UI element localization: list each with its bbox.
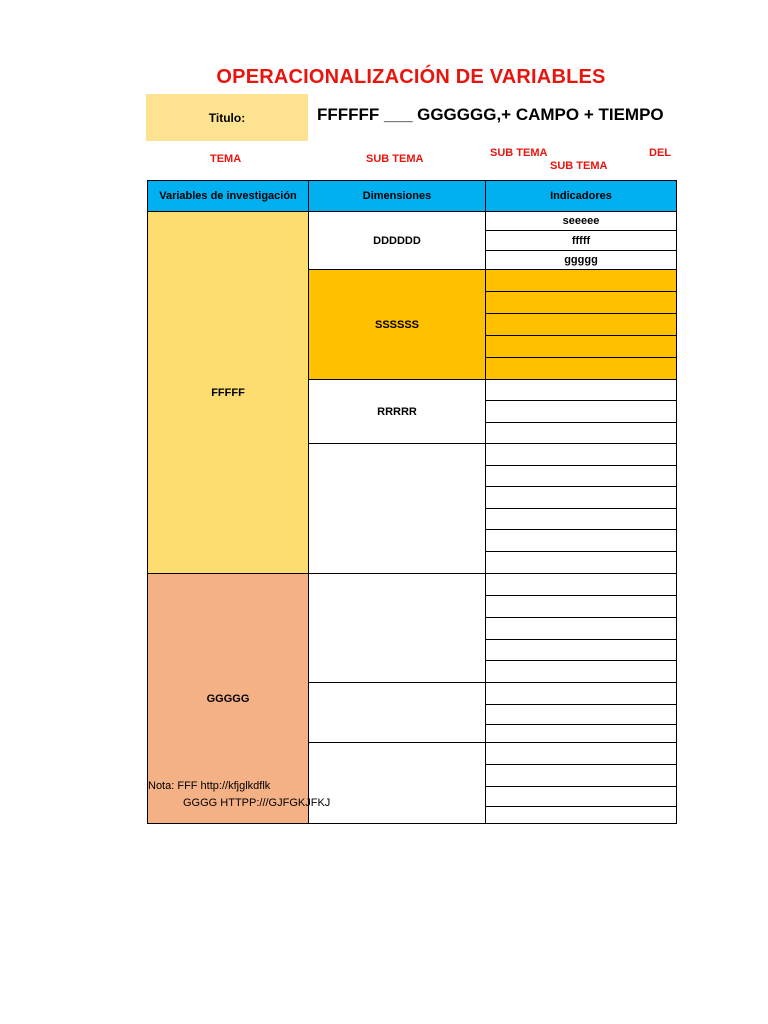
dimension-cell-dddddd: DDDDDD (309, 212, 486, 270)
title-label-cell (146, 94, 308, 141)
indicator-cell (486, 444, 677, 466)
indicator-cell (486, 509, 677, 530)
title-label: Titulo: (208, 110, 246, 125)
indicator-cell (486, 552, 677, 574)
label-tema: TEMA (210, 153, 242, 165)
dimension-cell-empty (309, 574, 486, 683)
label-del: DEL (649, 147, 671, 159)
indicator-cell (486, 401, 677, 423)
table-row (148, 212, 677, 231)
indicator-cell (486, 683, 677, 705)
indicator-cell: ggggg (486, 251, 677, 270)
indicator-cell (486, 618, 677, 640)
indicator-cell: seeeee (486, 212, 677, 231)
indicator-cell (486, 807, 677, 824)
dimension-cell-ssssss: SSSSSS (309, 270, 486, 380)
header-dimensions: Dimensiones (309, 181, 486, 212)
dimension-cell-empty (309, 444, 486, 574)
table-header-row (148, 181, 677, 212)
indicator-cell (486, 787, 677, 807)
indicator-cell (486, 380, 677, 401)
operationalization-table (147, 180, 677, 824)
note-line-2: GGGG HTTPP:///GJFGKJFKJ (183, 797, 331, 809)
indicator-cell (486, 270, 677, 292)
indicator-cell (486, 487, 677, 509)
indicator-cell (486, 596, 677, 618)
indicator-cell (486, 336, 677, 358)
indicator-cell (486, 705, 677, 725)
header-indicators: Indicadores (486, 181, 677, 212)
indicator-cell (486, 640, 677, 661)
indicator-cell (486, 358, 677, 380)
label-sub-tema: SUB TEMA (366, 153, 424, 165)
indicator-cell (486, 423, 677, 444)
indicator-cell (486, 466, 677, 487)
variable-cell-gggg: GGGGG (148, 574, 309, 824)
label-sub-tema-top: SUB TEMA (490, 147, 548, 159)
document-title: OPERACIONALIZACIÓN DE VARIABLES (216, 66, 606, 88)
header-variables: Variables de investigación (148, 181, 309, 212)
dimension-cell-empty (309, 743, 486, 824)
indicator-cell (486, 725, 677, 743)
indicator-cell (486, 574, 677, 596)
indicator-cell (486, 765, 677, 787)
indicator-cell (486, 743, 677, 765)
indicator-cell (486, 314, 677, 336)
indicator-cell (486, 661, 677, 683)
indicator-cell (486, 530, 677, 552)
dimension-cell-empty (309, 683, 486, 743)
dimension-cell-rrrrr: RRRRR (309, 380, 486, 444)
table-row (148, 574, 677, 596)
indicator-cell: fffff (486, 231, 677, 251)
indicator-cell (486, 292, 677, 314)
note-line-1: Nota: FFF http://kfjglkdflk (148, 780, 271, 792)
title-value: FFFFFF ___ GGGGGG,+ CAMPO + TIEMPO (317, 105, 664, 124)
label-sub-tema-bottom: SUB TEMA (550, 160, 608, 172)
notes (148, 778, 330, 812)
variable-cell-ffff: FFFFF (148, 212, 309, 574)
